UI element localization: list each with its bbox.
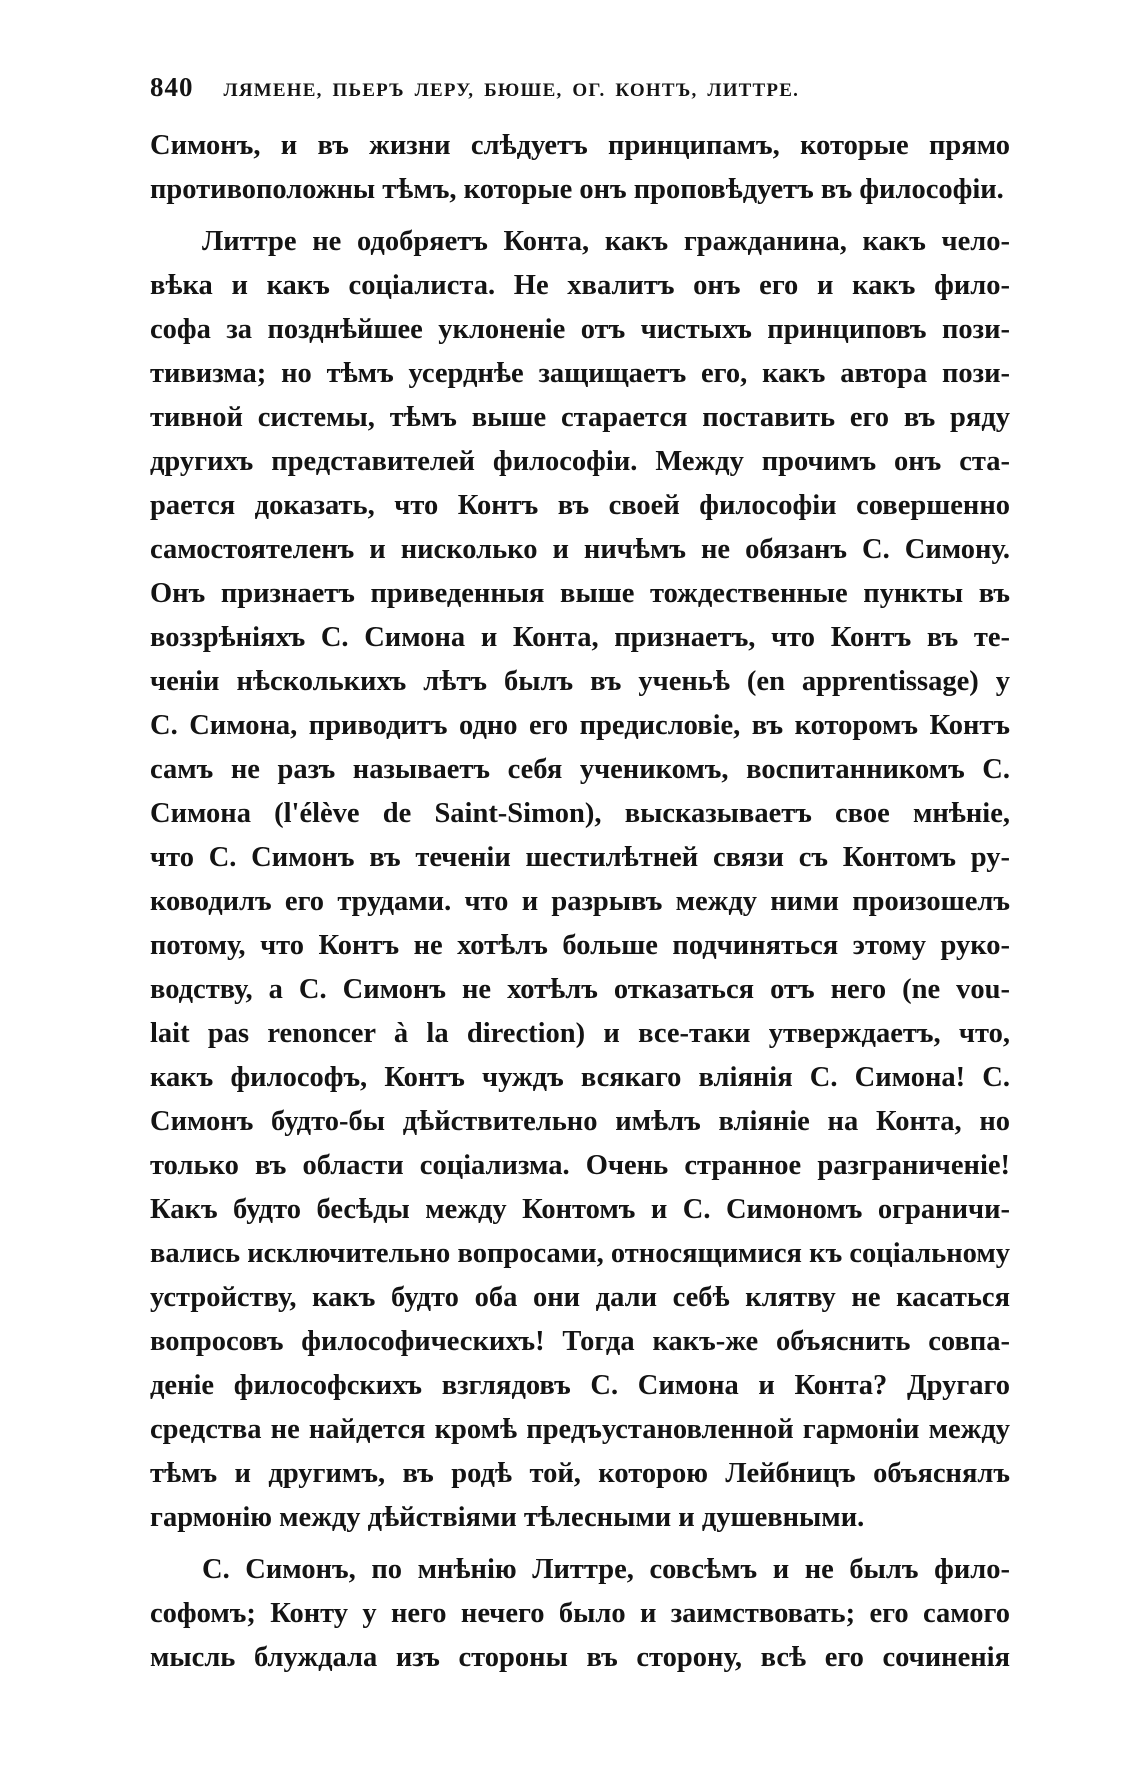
text-line: Онъ признаетъ приведенныя выше тождественные пункты въ [150, 578, 1010, 609]
text-line: воззрѣніяхъ С. Симона и Конта, признаетъ, что Контъ въ те- [150, 622, 1010, 653]
running-head-title: ЛЯМЕНЕ, ПЬЕРЪ ЛЕРУ, БЮШЕ, ОГ. КОНТЪ, ЛИТТРЕ. [223, 80, 800, 101]
text-line: тивной системы, тѣмъ выше старается поставить его въ ряду [150, 402, 1010, 433]
text-line: тивизма; но тѣмъ усерднѣе защищаетъ его, какъ автора пози- [150, 358, 1010, 389]
text-line: вались исключительно вопросами, относящимися къ соціальному [150, 1238, 1010, 1269]
text-line: lait pas renoncer à la direction) и все-таки утверждаетъ, что, [150, 1018, 1010, 1049]
text-line: деніе философскихъ взглядовъ С. Симона и Конта? Другаго [150, 1370, 1010, 1401]
text-line: С. Симона, приводитъ одно его предисловіе, въ которомъ Контъ [150, 710, 1010, 741]
page-number: 840 [150, 72, 194, 102]
text-line: гармонію между дѣйствіями тѣлесными и душевными. [150, 1502, 865, 1533]
text-line: вопросовъ философическихъ! Тогда какъ-же объяснить совпа- [150, 1326, 1010, 1357]
text-line: Симона (l'élève de Saint-Simon), высказываетъ свое мнѣніе, [150, 798, 1010, 829]
text-line: водству, а С. Симонъ не хотѣлъ отказаться отъ него (ne vou- [150, 974, 1010, 1005]
body-text [150, 124, 1010, 1680]
text-line: вѣка и какъ соціалиста. Не хвалитъ онъ его и какъ фило- [150, 270, 1010, 301]
text-line: рается доказать, что Контъ въ своей философіи совершенно [150, 490, 1010, 521]
text-line: софомъ; Конту у него нечего было и заимствовать; его самого [150, 1598, 1010, 1629]
text-line: что С. Симонъ въ теченіи шестилѣтней связи съ Контомъ ру- [150, 842, 1010, 873]
text-line: средства не найдется кромѣ предъустановленной гармоніи между [150, 1414, 1010, 1445]
text-line: противоположны тѣмъ, которые онъ проповѣдуетъ въ философіи. [150, 174, 1004, 205]
text-line: потому, что Контъ не хотѣлъ больше подчиняться этому руко- [150, 930, 1010, 961]
text-line: тѣмъ и другимъ, въ родѣ той, которою Лейбницъ объяснялъ [150, 1458, 1010, 1489]
text-line: другихъ представителей философіи. Между прочимъ онъ ста- [150, 446, 1010, 477]
text-line: самостоятеленъ и нисколько и ничѣмъ не обязанъ С. Симону. [150, 534, 1010, 565]
text-line: только въ области соціализма. Очень странное разграниченіе! [150, 1150, 1010, 1181]
text-line: самъ не разъ называетъ себя ученикомъ, воспитанникомъ С. [150, 754, 1010, 785]
text-line: мысль блуждала изъ стороны въ сторону, всѣ его сочиненія [150, 1642, 1010, 1673]
text-line: Какъ будто бесѣды между Контомъ и С. Симономъ ограничи- [150, 1194, 1010, 1225]
text-line: какъ философъ, Контъ чуждъ всякаго вліянія С. Симона! С. [150, 1062, 1010, 1093]
text-line: ководилъ его трудами. что и разрывъ между ними произошелъ [150, 886, 1010, 917]
book-page [150, 72, 1010, 1680]
text-line: софа за позднѣйшее уклоненіе отъ чистыхъ принциповъ пози- [150, 314, 1010, 345]
text-line: устройству, какъ будто оба они дали себѣ клятву не касаться [150, 1282, 1010, 1313]
paragraph-2 [150, 220, 1010, 1540]
text-line: Симонъ будто-бы дѣйствительно имѣлъ вліяніе на Конта, но [150, 1106, 1010, 1137]
text-line: Симонъ, и въ жизни слѣдуетъ принципамъ, которые прямо [150, 130, 1010, 161]
text-line: ченіи нѣсколькихъ лѣтъ былъ въ ученьѣ (en apprentissage) у [150, 666, 1010, 697]
paragraph-3 [150, 1548, 1010, 1680]
text-line: Литтре не одобряетъ Конта, какъ гражданина, какъ чело- [202, 226, 1010, 257]
running-head [150, 72, 1010, 124]
text-line: С. Симонъ, по мнѣнію Литтре, совсѣмъ и не былъ фило- [202, 1554, 1010, 1585]
paragraph-1 [150, 124, 1010, 212]
